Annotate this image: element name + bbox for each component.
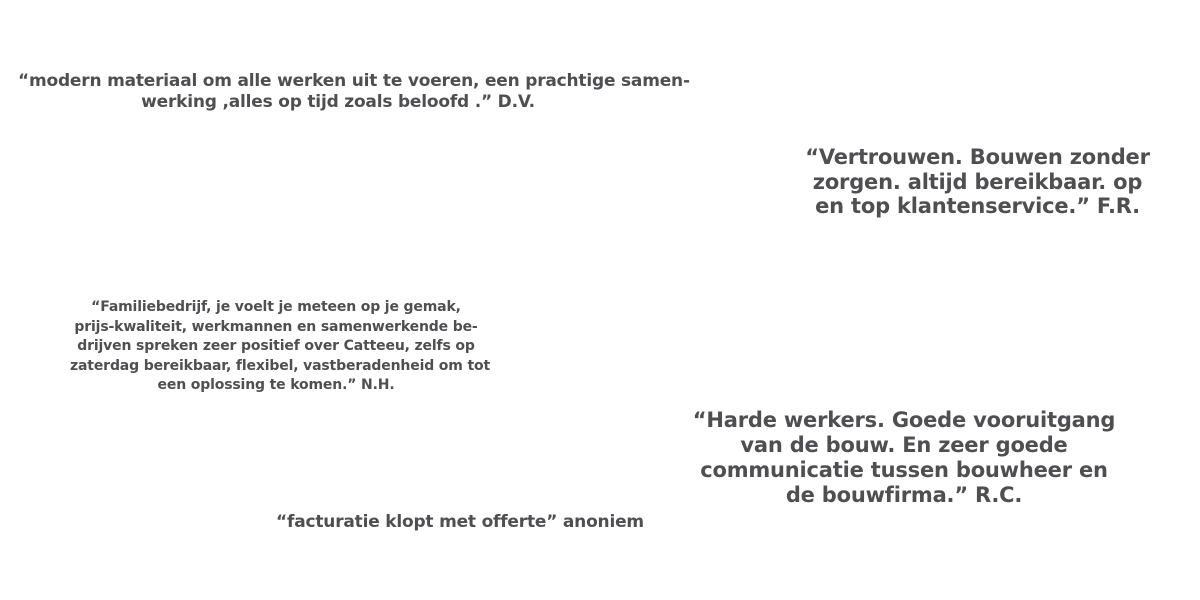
- testimonial-line: “Vertrouwen. Bouwen zonder: [805, 145, 1150, 169]
- testimonial-line: communicatie tussen bouwheer en: [700, 458, 1108, 482]
- testimonial-dv: [18, 71, 690, 113]
- testimonial-line: drijven spreken zeer positief over Catteeu, zelfs op: [77, 338, 475, 354]
- testimonial-fr: [790, 145, 1165, 219]
- testimonial-line: “facturatie klopt met offerte” anoniem: [276, 512, 644, 532]
- testimonial-nh: [70, 298, 490, 396]
- testimonial-line: van de bouw. En zeer goede: [740, 433, 1068, 457]
- testimonial-line: “modern materiaal om alle werken uit te voeren, een prachtige samen-: [18, 71, 690, 91]
- testimonial-line: de bouwfirma.” R.C.: [785, 483, 1023, 507]
- testimonial-line: en top klantenservice.” F.R.: [815, 194, 1140, 218]
- testimonial-line: werking ,alles op tijd zoals beloofd .” D.V.: [141, 92, 535, 112]
- testimonial-rc: [680, 408, 1128, 508]
- testimonial-line: zaterdag bereikbaar, flexibel, vastberadenheid om tot: [70, 357, 490, 374]
- testimonial-anoniem: [270, 512, 650, 533]
- testimonial-line: een oplossing te komen.” N.H.: [157, 377, 395, 393]
- testimonial-line: “Harde werkers. Goede vooruitgang: [692, 408, 1116, 432]
- testimonial-line: prijs-kwaliteit, werkmannen en samenwerkende be-: [74, 318, 478, 335]
- testimonial-line: zorgen. altijd bereikbaar. op: [812, 169, 1143, 194]
- testimonial-line: “Familiebedrijf, je voelt je meteen op je gemak,: [91, 299, 461, 315]
